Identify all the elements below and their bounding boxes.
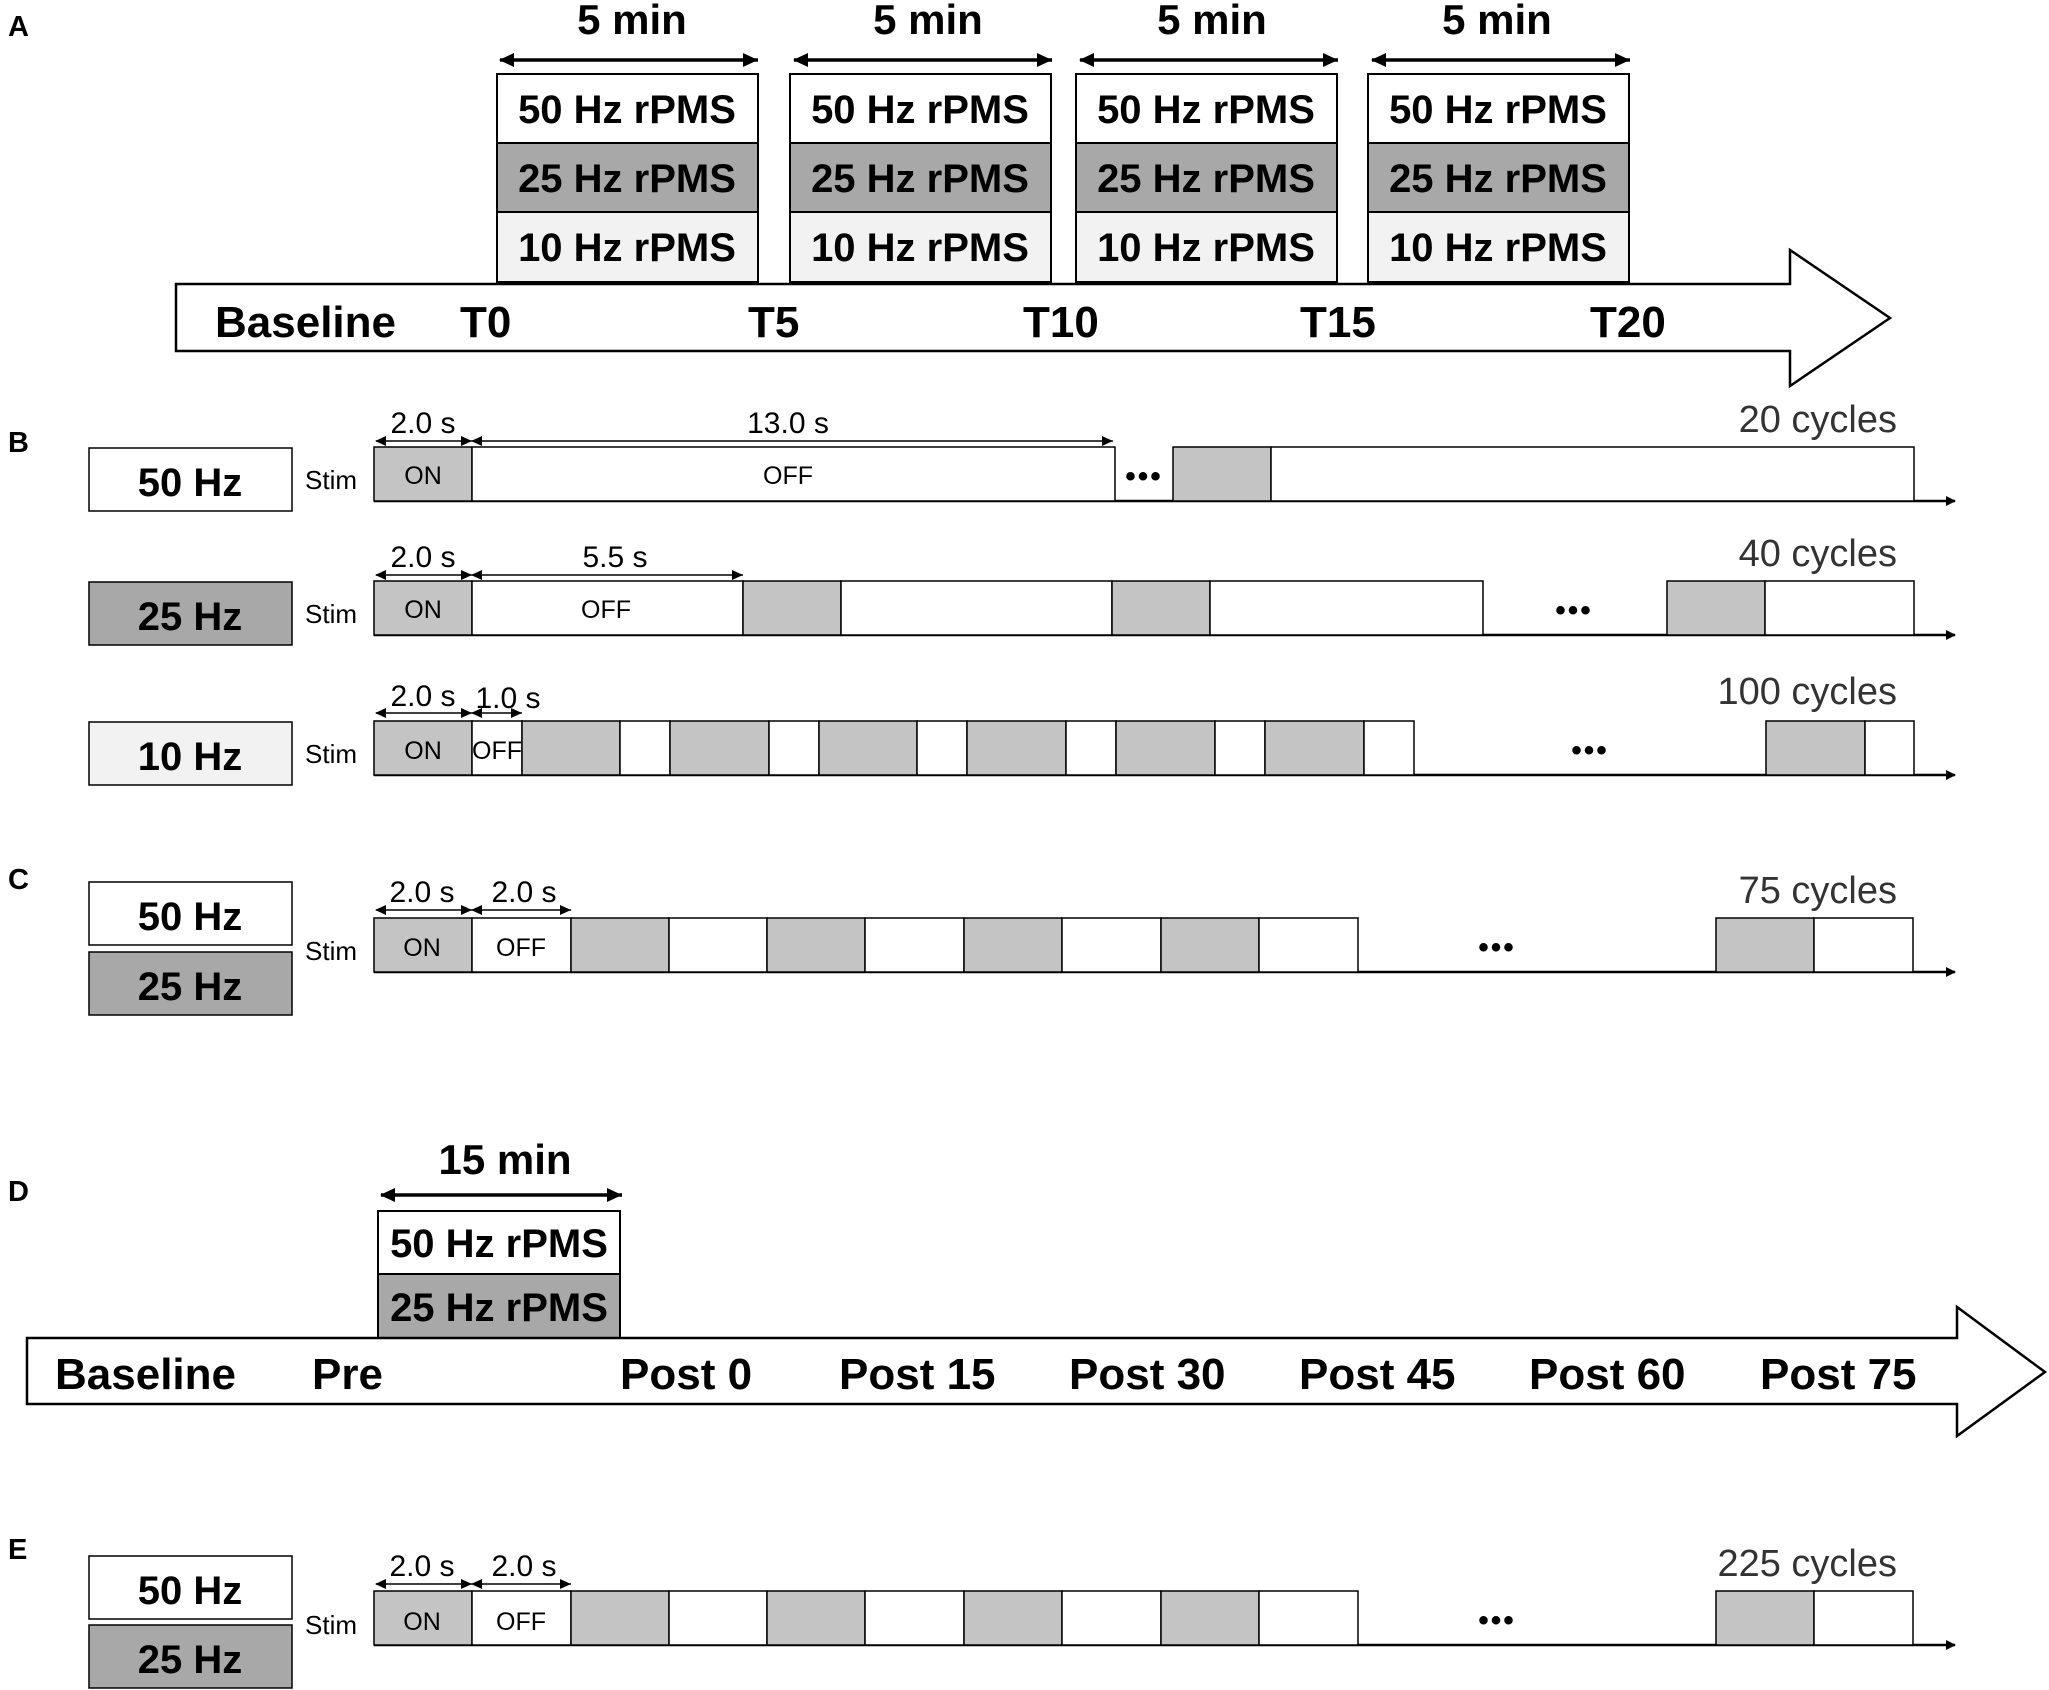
panel-a-block-3: [1076, 0, 1338, 282]
panel-b-25hz-stim-label: Stim: [305, 599, 357, 629]
panel-e-stim-label: Stim: [305, 1610, 357, 1640]
panel-e-on-text: ON: [403, 1608, 441, 1636]
panel-b-50hz-stim-label: Stim: [305, 465, 357, 495]
panel-b-50hz-on-duration: 2.0 s: [390, 407, 456, 440]
panel-d-timeline-post-30: Post 30: [1069, 1350, 1226, 1399]
panel-a: [8, 0, 1890, 386]
panel-e-25hz-label: 25 Hz: [137, 1638, 243, 1682]
panel-a-block-2-label-50hz: 50 Hz rPMS: [811, 88, 1029, 132]
panel-b-10hz-on-block-4: [819, 721, 917, 775]
panel-d-timeline-post-60: Post 60: [1529, 1350, 1686, 1399]
panel-b-25hz-label: 25 Hz: [137, 595, 243, 639]
panel-b-25hz-on-text: ON: [404, 596, 442, 624]
panel-a-block-2: [790, 0, 1052, 282]
panel-e-on-block-3: [767, 1591, 865, 1645]
panel-a-block-3-duration: 5 min: [1157, 0, 1267, 43]
panel-b-10hz-off-text: OFF: [472, 737, 522, 765]
panel-b-50hz-cycles: 20 cycles: [1738, 399, 1897, 441]
panel-c-25hz-label: 25 Hz: [137, 965, 243, 1009]
panel-a-timeline-t10: T10: [1023, 298, 1099, 347]
panel-a-timeline-baseline: Baseline: [215, 298, 396, 347]
panel-e-off-block-5: [1259, 1591, 1358, 1645]
panel-b-10hz-off-duration: 1.0 s: [475, 682, 541, 715]
panel-d-timeline-pre: Pre: [312, 1350, 383, 1399]
panel-d-timeline-post-15: Post 15: [839, 1350, 996, 1399]
panel-e-cycles: 225 cycles: [1717, 1543, 1897, 1585]
panel-b: [8, 399, 1955, 785]
panel-e-on-block-2: [571, 1591, 669, 1645]
panel-b-10hz-on-block-2: [522, 721, 620, 775]
panel-b-25hz-on-duration: 2.0 s: [390, 541, 456, 574]
panel-b-50hz-off-text: OFF: [763, 462, 813, 490]
panel-b-50hz-label: 50 Hz: [137, 461, 243, 505]
panel-b-10hz-off-block-6: [1215, 721, 1265, 775]
panel-d-label-25hz: 25 Hz rPMS: [390, 1286, 608, 1330]
panel-e-off-duration: 2.0 s: [491, 1550, 557, 1583]
panel-a-block-4-label-25hz: 25 Hz rPMS: [1389, 157, 1607, 201]
panel-b-25hz-off-block-3: [1210, 581, 1483, 635]
panel-c-off-duration: 2.0 s: [491, 876, 557, 909]
panel-d-timeline-post-0: Post 0: [620, 1350, 753, 1399]
panel-a-block-1-label-50hz: 50 Hz rPMS: [518, 88, 736, 132]
panel-b-50hz-off-duration: 13.0 s: [747, 407, 829, 440]
panel-b-10hz-ellipsis: •••: [1571, 734, 1609, 767]
panel-a-block-3-label-50hz: 50 Hz rPMS: [1097, 88, 1315, 132]
panel-b-label: B: [8, 427, 29, 459]
panel-c-last-on-block: [1716, 918, 1814, 972]
panel-c-on-text: ON: [403, 934, 441, 962]
panel-c-off-text: OFF: [496, 934, 546, 962]
panel-a-block-1: [497, 0, 758, 282]
panel-b-row-10hz: [89, 671, 1955, 785]
panel-b-50hz-last-on-block: [1173, 447, 1271, 501]
panel-c-on-block-2: [571, 918, 669, 972]
panel-b-10hz-on-block-5: [967, 721, 1066, 775]
panel-b-10hz-on-duration: 2.0 s: [390, 680, 456, 713]
panel-b-50hz-ellipsis: •••: [1125, 460, 1163, 493]
panel-b-25hz-ellipsis: •••: [1555, 594, 1593, 627]
panel-c-ellipsis: •••: [1478, 931, 1516, 964]
panel-d-timeline-post-45: Post 45: [1299, 1350, 1456, 1399]
panel-b-10hz-off-block-3: [769, 721, 819, 775]
panel-c-50hz-label: 50 Hz: [137, 895, 243, 939]
panel-d-duration: 15 min: [438, 1136, 572, 1183]
panel-b-10hz-last-off-block: [1865, 721, 1914, 775]
panel-a-timeline-t5: T5: [748, 298, 800, 347]
panel-e-on-block-5: [1161, 1591, 1259, 1645]
panel-e-ellipsis: •••: [1478, 1604, 1516, 1637]
panel-a-block-2-label-10hz: 10 Hz rPMS: [811, 226, 1029, 270]
panel-a-timeline-t15: T15: [1300, 298, 1376, 347]
panel-b-10hz-cycles: 100 cycles: [1717, 671, 1897, 713]
panel-b-10hz-last-on-block: [1766, 721, 1865, 775]
panel-d-timeline-post-75: Post 75: [1760, 1350, 1917, 1399]
panel-b-10hz-stim-label: Stim: [305, 739, 357, 769]
panel-b-10hz-off-block-2: [620, 721, 670, 775]
panel-a-label: A: [8, 11, 29, 43]
panel-a-block-2-label-25hz: 25 Hz rPMS: [811, 157, 1029, 201]
panel-b-25hz-last-off-block: [1765, 581, 1914, 635]
panel-b-10hz-off-block-4: [917, 721, 967, 775]
panel-e-50hz-label: 50 Hz: [137, 1569, 243, 1613]
panel-e-off-block-2: [669, 1591, 767, 1645]
panel-a-block-2-duration: 5 min: [873, 0, 983, 43]
panel-b-10hz-on-block-6: [1116, 721, 1215, 775]
panel-b-10hz-on-text: ON: [404, 737, 442, 765]
panel-a-timeline-t0: T0: [460, 298, 512, 347]
panel-b-row-50hz: [89, 399, 1955, 511]
panel-c-off-block-3: [865, 918, 964, 972]
panel-e-on-block-4: [964, 1591, 1062, 1645]
panel-c-cycles: 75 cycles: [1738, 870, 1897, 912]
panel-e-last-off-block: [1814, 1591, 1913, 1645]
panel-a-block-3-label-25hz: 25 Hz rPMS: [1097, 157, 1315, 201]
panel-b-25hz-on-block-3: [1112, 581, 1210, 635]
panel-c-off-block-5: [1259, 918, 1358, 972]
panel-e-off-block-3: [865, 1591, 964, 1645]
panel-b-50hz-on-text: ON: [404, 462, 442, 490]
panel-a-block-1-duration: 5 min: [577, 0, 687, 43]
panel-d-label: D: [8, 1176, 29, 1208]
panel-a-block-1-label-25hz: 25 Hz rPMS: [518, 157, 736, 201]
panel-b-25hz-on-block-2: [743, 581, 841, 635]
panel-b-25hz-last-on-block: [1667, 581, 1765, 635]
panel-c-label: C: [8, 864, 29, 896]
panel-a-block-4-label-50hz: 50 Hz rPMS: [1389, 88, 1607, 132]
panel-b-25hz-off-block-2: [841, 581, 1112, 635]
panel-a-block-4-label-10hz: 10 Hz rPMS: [1389, 226, 1607, 270]
panel-e-off-block-4: [1062, 1591, 1161, 1645]
panel-b-50hz-last-off-block: [1271, 447, 1914, 501]
panel-a-block-4-duration: 5 min: [1442, 0, 1552, 43]
panel-b-25hz-off-text: OFF: [581, 596, 631, 624]
panel-b-row-25hz: [89, 533, 1955, 645]
panel-a-block-1-label-10hz: 10 Hz rPMS: [518, 226, 736, 270]
panel-a-block-3-label-10hz: 10 Hz rPMS: [1097, 226, 1315, 270]
panel-b-25hz-off-duration: 5.5 s: [582, 541, 648, 574]
panel-d-timeline-baseline: Baseline: [55, 1350, 236, 1399]
panel-c-off-block-4: [1062, 918, 1161, 972]
panel-e-label: E: [8, 1534, 28, 1566]
panel-e-last-on-block: [1716, 1591, 1814, 1645]
panel-b-10hz-off-block-5: [1066, 721, 1116, 775]
panel-e: [8, 1534, 1955, 1688]
panel-c-last-off-block: [1814, 918, 1913, 972]
panel-a-block-4: [1368, 0, 1630, 282]
panel-d: [8, 1136, 2045, 1436]
panel-d-label-50hz: 50 Hz rPMS: [390, 1222, 608, 1266]
panel-c-on-block-3: [767, 918, 865, 972]
panel-c-off-block-2: [669, 918, 767, 972]
panel-c-on-block-5: [1161, 918, 1259, 972]
panel-e-off-text: OFF: [496, 1608, 546, 1636]
panel-c-on-duration: 2.0 s: [389, 876, 455, 909]
panel-b-10hz-on-block-3: [670, 721, 769, 775]
panel-b-10hz-label: 10 Hz: [137, 735, 243, 779]
panel-a-timeline-t20: T20: [1590, 298, 1666, 347]
panel-b-10hz-off-block-7: [1364, 721, 1414, 775]
panel-c: [8, 864, 1955, 1015]
panel-c-stim-label: Stim: [305, 936, 357, 966]
panel-e-on-duration: 2.0 s: [389, 1550, 455, 1583]
panel-b-10hz-on-block-7: [1265, 721, 1364, 775]
panel-c-on-block-4: [964, 918, 1062, 972]
panel-b-25hz-cycles: 40 cycles: [1738, 533, 1897, 575]
